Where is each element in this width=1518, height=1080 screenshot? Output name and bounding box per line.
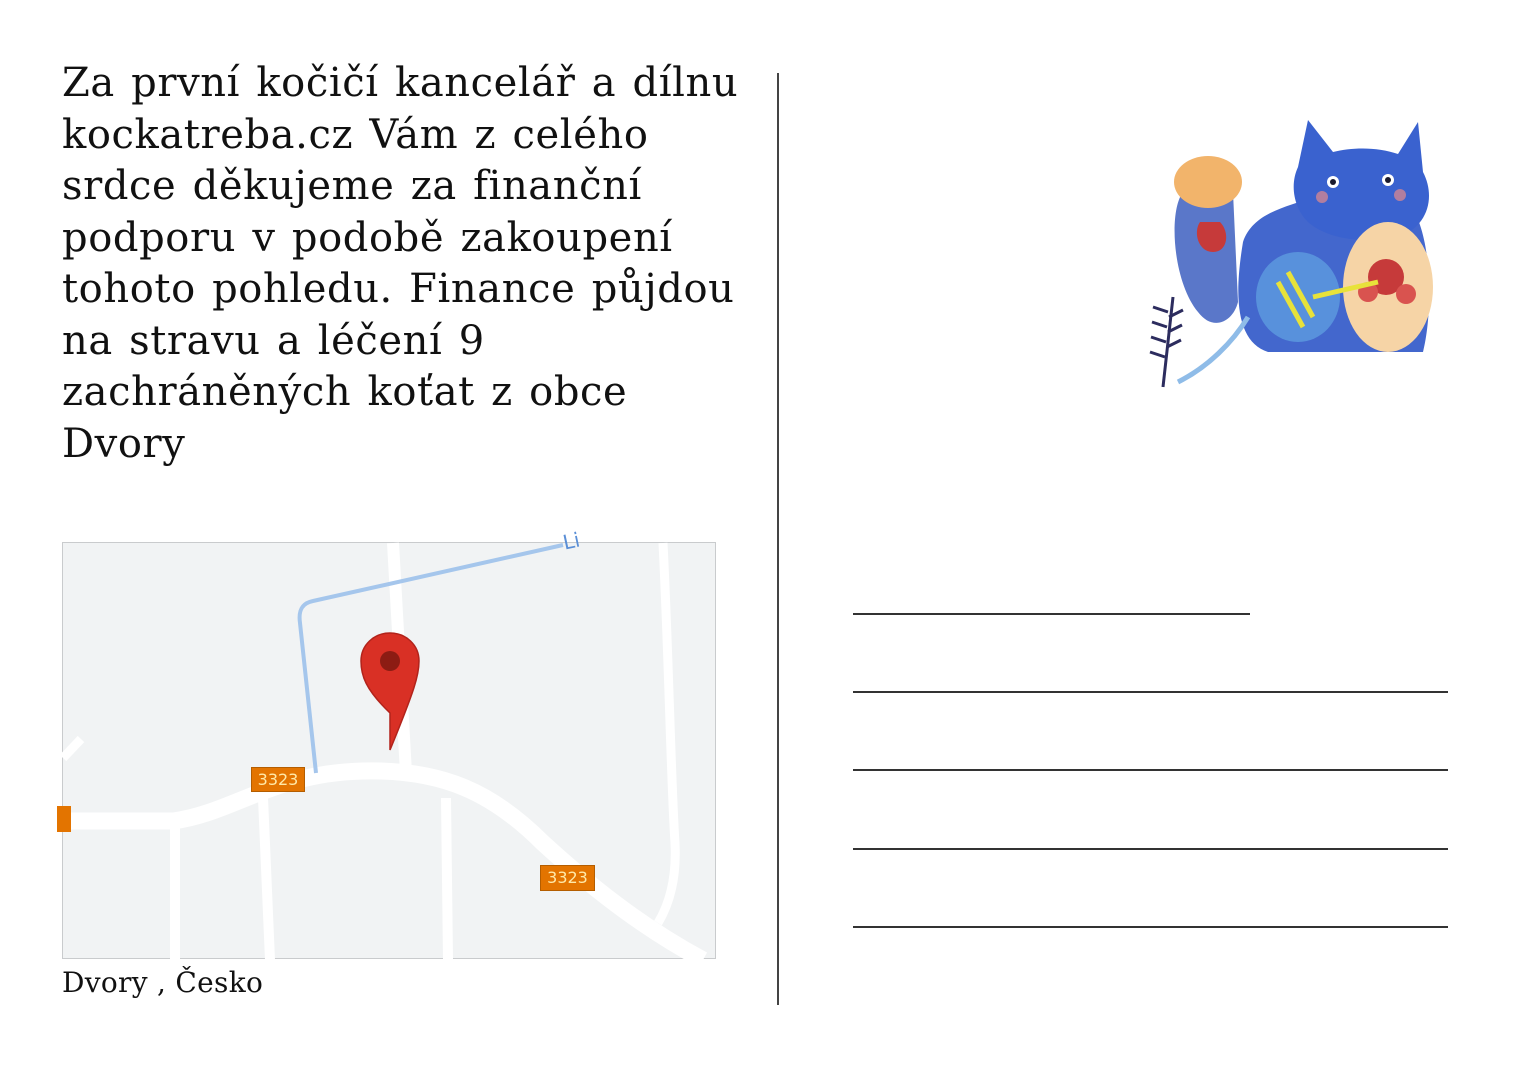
address-line bbox=[853, 848, 1448, 850]
road-badge bbox=[251, 767, 305, 792]
address-line bbox=[853, 769, 1448, 771]
address-line bbox=[853, 926, 1448, 928]
map-roads bbox=[63, 543, 717, 960]
message-line: na stravu a léčení 9 bbox=[62, 317, 485, 364]
road-badge bbox=[540, 865, 595, 891]
road-number: 3323 bbox=[547, 868, 588, 887]
map-pin-icon bbox=[361, 633, 419, 750]
message-line: Dvory bbox=[62, 420, 186, 467]
center-divider bbox=[777, 73, 779, 1005]
map-caption: Dvory , Česko bbox=[62, 966, 264, 999]
message-line: kockatreba.cz Vám z celého bbox=[62, 111, 649, 158]
postcard-message bbox=[62, 58, 742, 470]
message-line: zachráněných koťat z obce bbox=[62, 369, 628, 415]
message-line: tohoto pohledu. Finance půjdou bbox=[62, 266, 735, 312]
folk-art-cat-icon bbox=[1138, 112, 1438, 401]
street-label: Li bbox=[560, 527, 583, 555]
message-line: Za první kočičí kancelář a dílnu bbox=[62, 60, 739, 106]
address-line bbox=[853, 691, 1448, 693]
road-number: 3323 bbox=[257, 770, 299, 789]
message-line: srdce děkujeme za finanční bbox=[62, 163, 642, 209]
message-line: podporu v podobě zakoupení bbox=[62, 214, 673, 261]
address-line bbox=[853, 613, 1250, 615]
location-map bbox=[62, 527, 716, 959]
